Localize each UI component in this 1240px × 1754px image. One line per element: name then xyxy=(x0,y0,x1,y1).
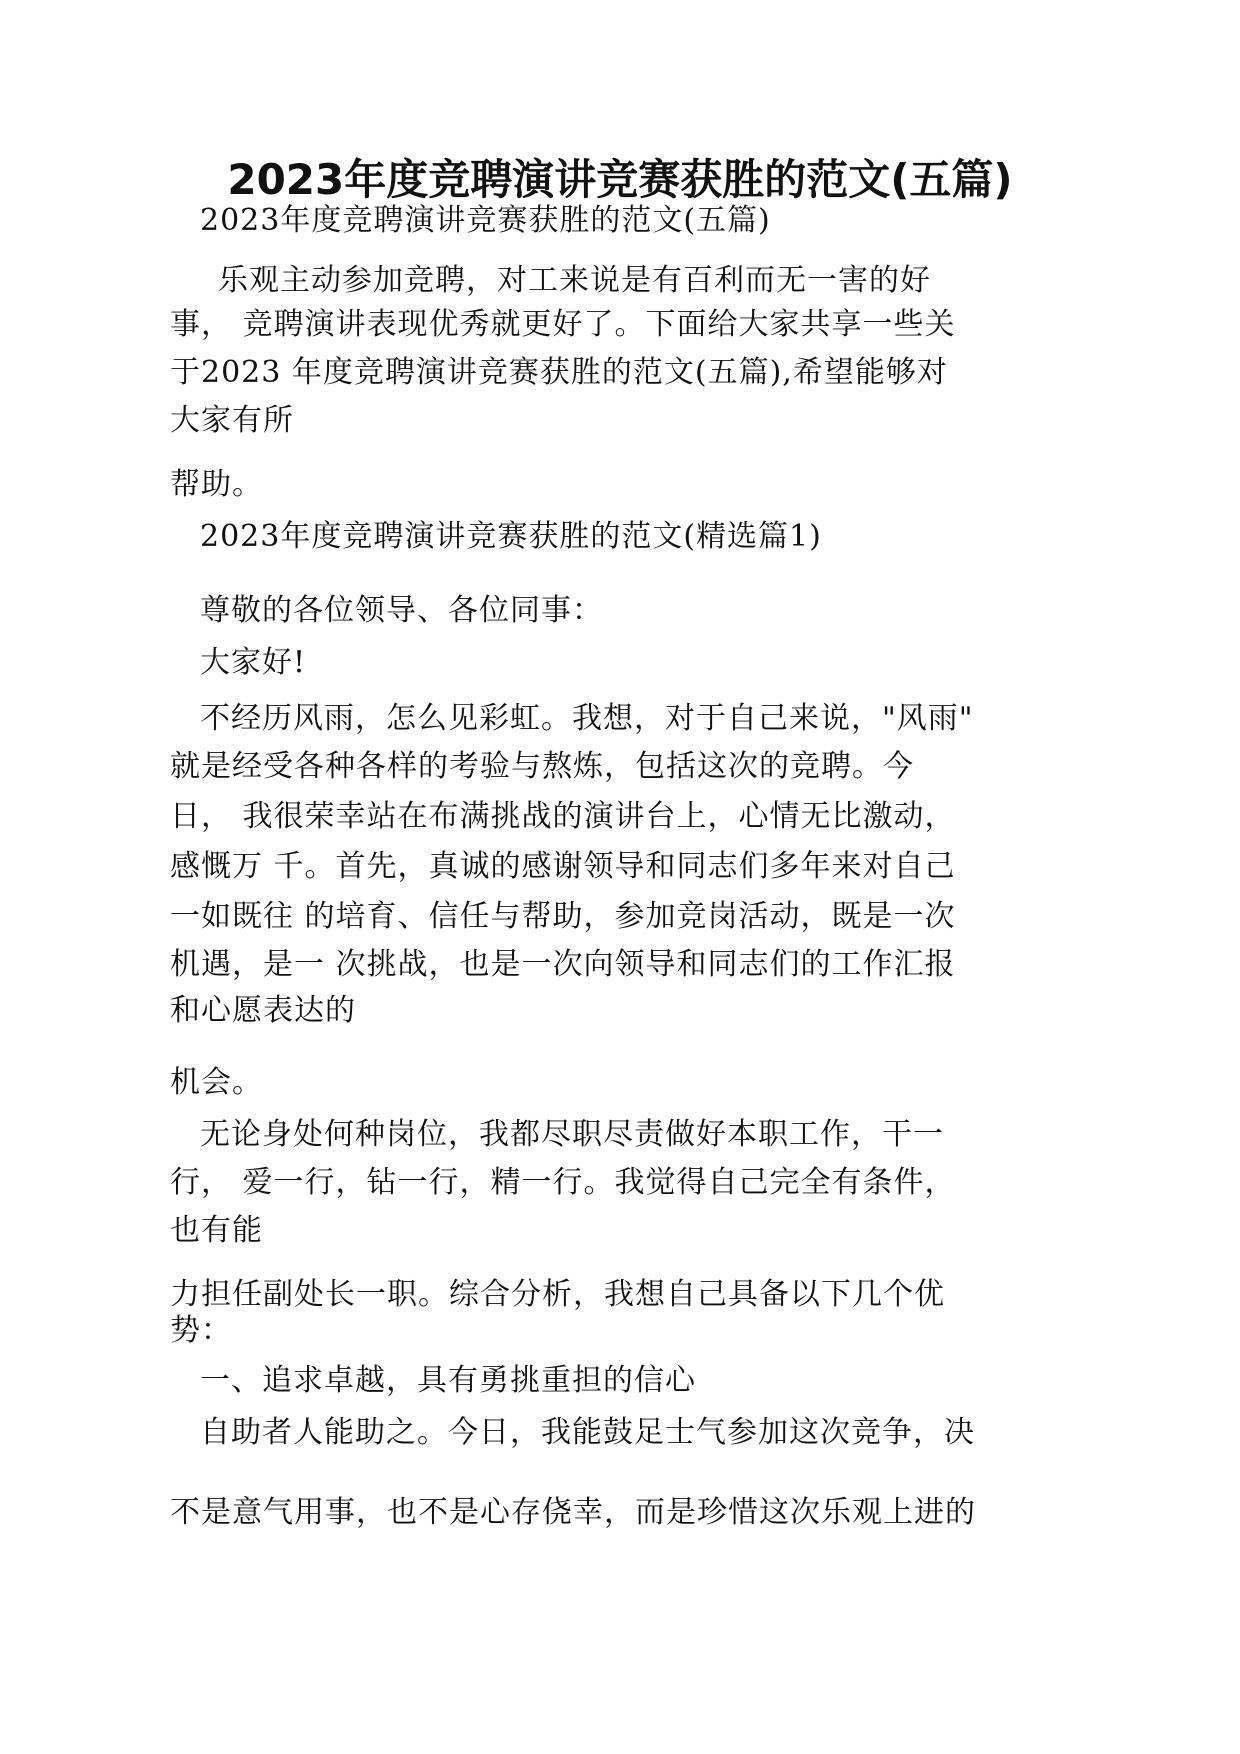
body-line: 事， 竞聘演讲表现优秀就更好了。下面给大家共享一些关 xyxy=(170,307,956,342)
body-line: 大家有所 xyxy=(170,403,294,438)
body-line: 不经历风雨，怎么见彩虹。我想，对于自己来说，"风雨" xyxy=(200,701,974,736)
body-line: 自助者人能助之。今日，我能鼓足士气参加这次竞争，决 xyxy=(200,1415,975,1450)
body-line: 大家好! xyxy=(200,645,307,680)
body-line: 行， 爱一行，钻一行，精一行。我觉得自己完全有条件， xyxy=(170,1165,956,1200)
body-line: 帮助。 xyxy=(170,467,263,502)
body-line: 日， 我很荣幸站在布满挑战的演讲台上，心情无比激动， xyxy=(170,799,956,834)
body-line: 感慨万 千。首先，真诚的感谢领导和同志们多年来对自己 xyxy=(170,849,956,884)
body-line: 于2023 年度竞聘演讲竞赛获胜的范文(五篇),希望能够对 xyxy=(170,355,948,390)
body-line: 不是意气用事，也不是心存侥幸，而是珍惜这次乐观上进的 xyxy=(170,1495,976,1530)
body-line: 机会。 xyxy=(170,1065,263,1100)
subtitle-line: 2023年度竞聘演讲竞赛获胜的范文(五篇) xyxy=(200,203,771,238)
body-line: 机遇，是一 次挑战，也是一次向领导和同志们的工作汇报 xyxy=(170,947,956,982)
body-line: 尊敬的各位领导、各位同事： xyxy=(200,593,603,628)
body-line: 无论身处何种岗位，我都尽职尽责做好本职工作，干一 xyxy=(200,1117,944,1152)
section-heading: 一、追求卓越，具有勇挑重担的信心 xyxy=(200,1363,696,1398)
body-line: 一如既往 的培育、信任与帮助，参加竞岗活动，既是一次 xyxy=(170,899,956,934)
section-heading: 2023年度竞聘演讲竞赛获胜的范文(精选篇1) xyxy=(200,519,822,554)
body-line: 和心愿表达的 xyxy=(170,993,356,1028)
body-line: 力担任副处长一职。综合分析，我想自己具备以下几个优 xyxy=(170,1277,945,1312)
body-line: 势： xyxy=(170,1313,232,1348)
body-line: 就是经受各种各样的考验与熬炼，包括这次的竞聘。今 xyxy=(170,749,914,784)
body-line: 也有能 xyxy=(170,1213,263,1248)
body-line: 乐观主动参加竞聘，对工来说是有百利而无一害的好 xyxy=(218,263,931,298)
document-title: 2023年度竞聘演讲竞赛获胜的范文(五篇) xyxy=(227,155,1013,204)
